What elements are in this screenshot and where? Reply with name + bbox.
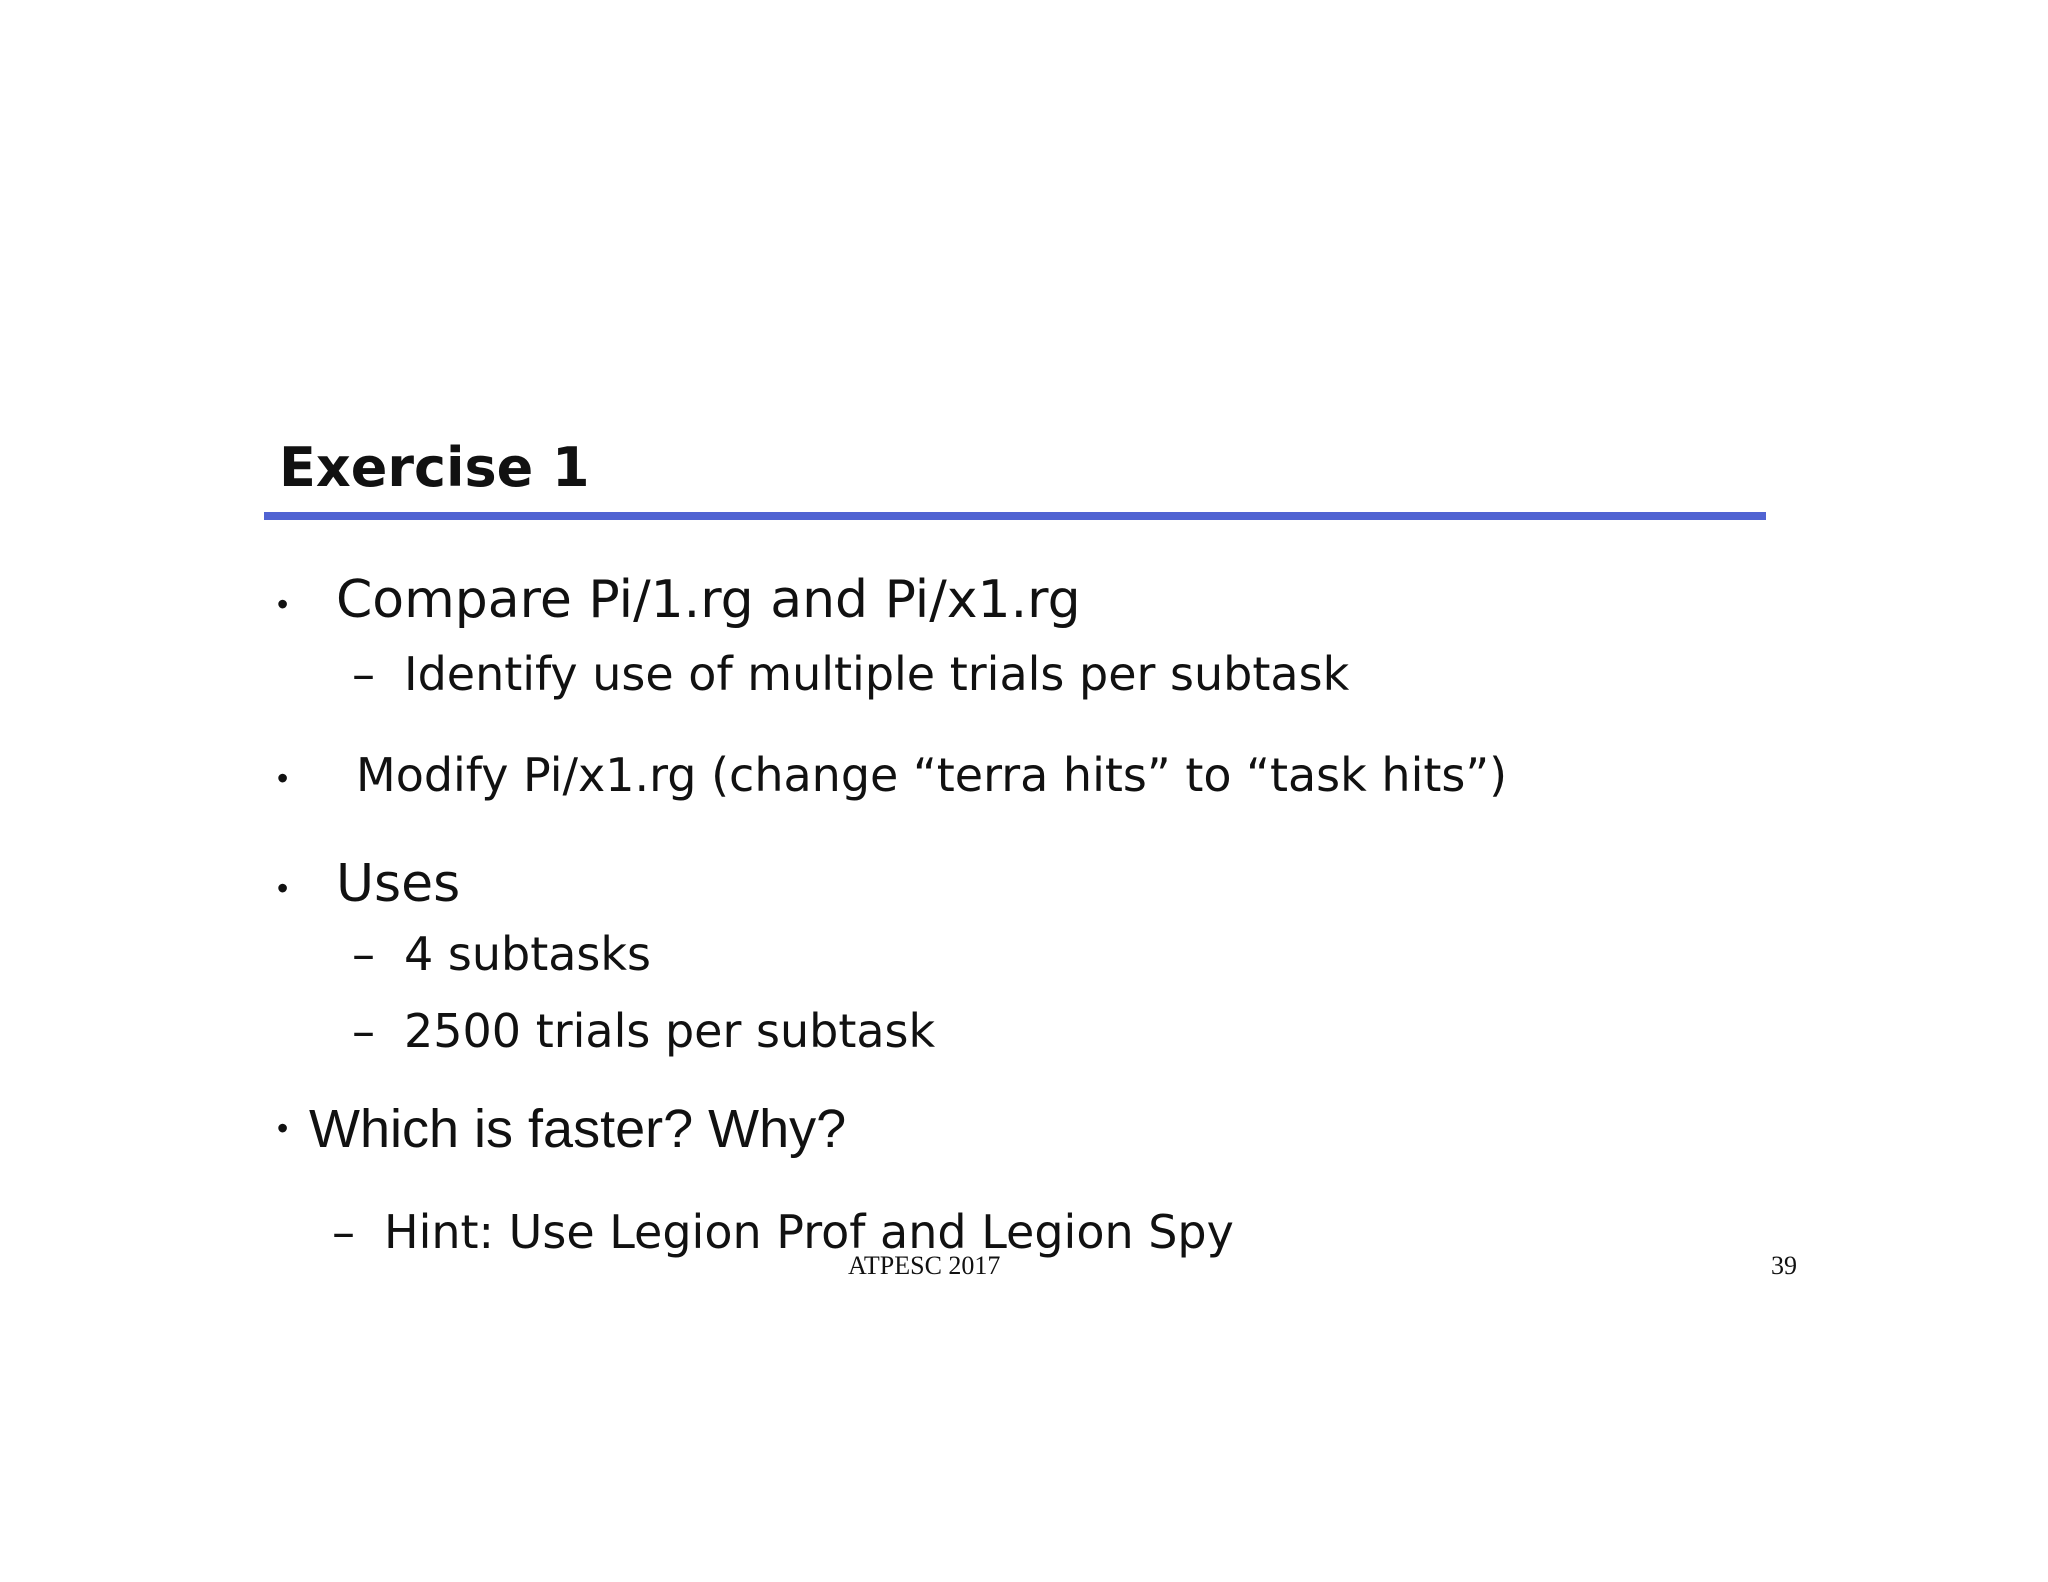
bullet-item-uses: Uses	[336, 854, 461, 914]
footer-center-text: ATPESC 2017	[848, 1251, 1001, 1280]
dash-icon: –	[352, 1004, 375, 1058]
dash-icon: –	[352, 927, 375, 981]
title-underline-rule	[264, 512, 1766, 520]
dash-icon: –	[332, 1205, 355, 1259]
bullet-icon: •	[277, 760, 289, 796]
dash-icon: –	[352, 647, 375, 701]
bullet-icon: •	[277, 586, 289, 622]
bullet-item-which-faster: Which is faster? Why?	[309, 1099, 847, 1159]
bullet-icon: •	[277, 870, 289, 906]
subitem-trials: 2500 trials per subtask	[404, 1004, 936, 1058]
page-number: 39	[1771, 1251, 1797, 1280]
subitem-identify: Identify use of multiple trials per subtask	[404, 647, 1350, 701]
slide-title: Exercise 1	[279, 436, 590, 499]
bullet-item-modify: Modify Pi/x1.rg (change “terra hits” to “task hits”)	[356, 748, 1508, 802]
subitem-hint: Hint: Use Legion Prof and Legion Spy	[384, 1205, 1234, 1259]
bullet-item-compare: Compare Pi/1.rg and Pi/x1.rg	[336, 570, 1081, 630]
subitem-subtasks: 4 subtasks	[404, 927, 652, 981]
bullet-icon: •	[277, 1110, 289, 1146]
